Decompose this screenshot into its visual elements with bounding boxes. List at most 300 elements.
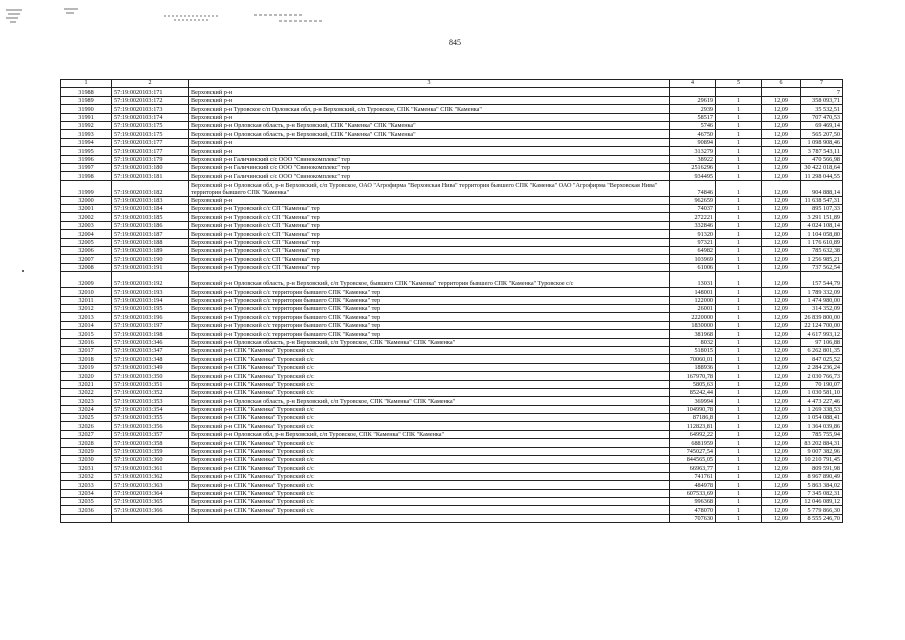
table-row <box>61 506 843 514</box>
row-number-cell: 32032 <box>61 472 112 480</box>
value-cell: 1 789 332,09 <box>801 288 843 296</box>
table-row <box>61 313 843 321</box>
cadastral-number-cell: 57:19:0020103:363 <box>112 481 189 489</box>
address-cell: Верховский р-н СПК "Каменка" Туровский с/с <box>189 372 670 380</box>
table-row <box>61 304 843 312</box>
rate-cell: 12,09 <box>762 130 801 138</box>
rate-cell: 12,09 <box>762 489 801 497</box>
value-cell: 6 262 801,35 <box>801 346 843 354</box>
row-number-cell: 32028 <box>61 439 112 447</box>
cadastral-number-cell <box>112 514 189 522</box>
cadastral-number-cell: 57:19:0020103:193 <box>112 288 189 296</box>
address-cell: Верховский р-н СПК "Каменка" Туровский с/с <box>189 506 670 514</box>
rate-cell: 12,09 <box>762 363 801 371</box>
value-cell: 4 617 993,12 <box>801 330 843 338</box>
cadastral-number-cell: 57:19:0020103:179 <box>112 155 189 163</box>
area-cell: 97321 <box>670 238 716 246</box>
value-cell: 1 104 058,80 <box>801 230 843 238</box>
quantity-cell: 1 <box>716 255 762 263</box>
address-cell: Верховский р-н Туровский с/с СП "Каменка" тер <box>189 221 670 229</box>
area-cell: 58517 <box>670 113 716 121</box>
rate-cell: 12,09 <box>762 321 801 329</box>
row-number-cell: 32022 <box>61 388 112 396</box>
row-number-cell: 32035 <box>61 497 112 505</box>
address-cell <box>189 514 670 522</box>
address-cell: Верховский р-н Туровский с/с СП "Каменка" тер <box>189 238 670 246</box>
rate-cell: 12,09 <box>762 105 801 113</box>
address-cell: Верховский р-н СПК "Каменка" Туровский с/с <box>189 456 670 464</box>
address-cell: Верховский р-н СПК "Каменка" Туровский с/с <box>189 481 670 489</box>
value-cell: 1 098 908,46 <box>801 138 843 146</box>
row-number-cell: 32013 <box>61 313 112 321</box>
table-row <box>61 355 843 363</box>
cadastral-number-cell: 57:19:0020103:366 <box>112 506 189 514</box>
page-number: 845 <box>449 38 461 47</box>
rate-cell: 12,09 <box>762 464 801 472</box>
table-row <box>61 346 843 354</box>
row-number-cell: 32025 <box>61 414 112 422</box>
value-cell: 7 345 082,31 <box>801 489 843 497</box>
row-number-cell: 32017 <box>61 346 112 354</box>
area-cell: 6881959 <box>670 439 716 447</box>
row-number-cell: 32021 <box>61 380 112 388</box>
address-cell: Верховский р-н Орловская область, р-н Верховский, с/п Туровское, СПК "Каменка" СПК "Каменка" <box>189 397 670 405</box>
cadastral-number-cell: 57:19:0020103:175 <box>112 121 189 129</box>
value-cell: 9 007 382,96 <box>801 447 843 455</box>
rate-cell: 12,09 <box>762 506 801 514</box>
table-row <box>61 130 843 138</box>
value-cell: 4 473 227,46 <box>801 397 843 405</box>
header-cell-3: 3 <box>189 80 670 88</box>
rate-cell: 12,09 <box>762 447 801 455</box>
address-cell: Верховский р-н <box>189 113 670 121</box>
address-cell: Верховский р-н Орловская область, р-н Верховский, СПК "Каменка" СПК "Каменка" <box>189 121 670 129</box>
quantity-cell: 1 <box>716 497 762 505</box>
rate-cell: 12,09 <box>762 355 801 363</box>
area-cell: 122000 <box>670 296 716 304</box>
table-row <box>61 414 843 422</box>
quantity-cell: 1 <box>716 213 762 221</box>
quantity-cell: 1 <box>716 205 762 213</box>
rate-cell: 12,09 <box>762 296 801 304</box>
cadastral-number-cell: 57:19:0020103:175 <box>112 130 189 138</box>
area-cell: 2939 <box>670 105 716 113</box>
row-number-cell: 32004 <box>61 230 112 238</box>
address-cell: Верховский р-н СПК "Каменка" Туровский с/с <box>189 414 670 422</box>
address-cell: Верховский р-н <box>189 96 670 104</box>
table-row <box>61 221 843 229</box>
address-cell: Верховский р-н СПК "Каменка" Туровский с/с <box>189 489 670 497</box>
quantity-cell: 1 <box>716 221 762 229</box>
rate-cell: 12,09 <box>762 288 801 296</box>
table-row <box>61 238 843 246</box>
value-cell: 895 107,33 <box>801 205 843 213</box>
value-cell: 4 024 108,14 <box>801 221 843 229</box>
table-row <box>61 321 843 329</box>
area-cell: 518015 <box>670 346 716 354</box>
cadastral-number-cell: 57:19:0020103:349 <box>112 363 189 371</box>
header-cell-2: 2 <box>112 80 189 88</box>
rate-cell: 12,09 <box>762 439 801 447</box>
value-cell: 1 364 039,86 <box>801 422 843 430</box>
row-number-cell: 32001 <box>61 205 112 213</box>
row-number-cell: 32024 <box>61 405 112 413</box>
value-cell: 3 787 543,11 <box>801 147 843 155</box>
rate-cell: 12,09 <box>762 263 801 271</box>
row-number-cell: 32018 <box>61 355 112 363</box>
value-cell: 1 054 088,41 <box>801 414 843 422</box>
row-number-cell: 32030 <box>61 456 112 464</box>
value-cell: 737 562,54 <box>801 263 843 271</box>
area-cell: 369994 <box>670 397 716 405</box>
cadastral-number-cell: 57:19:0020103:177 <box>112 138 189 146</box>
area-cell: 5746 <box>670 121 716 129</box>
rate-cell: 12,09 <box>762 272 801 288</box>
table-row <box>61 88 843 96</box>
table-row <box>61 363 843 371</box>
area-cell: 90894 <box>670 138 716 146</box>
address-cell: Верховский р-н Туровское с/п Орловская обл, р-н Верховский, с/п Туровское, СПК "Каменка" СПК "Каменка" <box>189 105 670 113</box>
area-cell: 8032 <box>670 338 716 346</box>
area-cell: 745027,54 <box>670 447 716 455</box>
area-cell: 74846 <box>670 180 716 196</box>
cadastral-number-cell: 57:19:0020103:177 <box>112 147 189 155</box>
quantity-cell: 1 <box>716 138 762 146</box>
cadastral-number-cell: 57:19:0020103:355 <box>112 414 189 422</box>
row-number-cell <box>61 514 112 522</box>
quantity-cell: 1 <box>716 363 762 371</box>
header-cell-7: 7 <box>801 80 843 88</box>
area-cell: 85242,44 <box>670 388 716 396</box>
value-cell: 1 474 980,00 <box>801 296 843 304</box>
table-row <box>61 481 843 489</box>
address-cell: Верховский р-н СПК "Каменка" Туровский с/с <box>189 497 670 505</box>
cadastral-number-cell: 57:19:0020103:183 <box>112 196 189 204</box>
table-row <box>61 205 843 213</box>
header-cell-5: 5 <box>716 80 762 88</box>
scan-artifact-marks <box>4 6 364 28</box>
value-cell: 5 863 384,02 <box>801 481 843 489</box>
cadastral-number-cell: 57:19:0020103:186 <box>112 221 189 229</box>
quantity-cell: 1 <box>716 238 762 246</box>
table-row <box>61 447 843 455</box>
address-cell: Верховский р-н СПК "Каменка" Туровский с/с <box>189 363 670 371</box>
address-cell: Верховский р-н Галичинский с/с ООО "Свинокомплекс" тер <box>189 155 670 163</box>
area-cell: 46750 <box>670 130 716 138</box>
area-cell: 996368 <box>670 497 716 505</box>
row-number-cell: 32008 <box>61 263 112 271</box>
row-number-cell: 32006 <box>61 247 112 255</box>
header-cell-6: 6 <box>762 80 801 88</box>
rate-cell: 12,09 <box>762 113 801 121</box>
table-row <box>61 163 843 171</box>
rate-cell: 12,09 <box>762 338 801 346</box>
cadastral-number-cell: 57:19:0020103:191 <box>112 263 189 271</box>
quantity-cell: 1 <box>716 247 762 255</box>
cadastral-number-cell: 57:19:0020103:190 <box>112 255 189 263</box>
area-cell: 2516296 <box>670 163 716 171</box>
quantity-cell: 1 <box>716 472 762 480</box>
table-row <box>61 497 843 505</box>
address-cell: Верховский р-н Туровский с/с территория бывшего СПК "Каменка" тер <box>189 296 670 304</box>
address-cell: Верховский р-н <box>189 88 670 96</box>
header-row <box>61 80 843 88</box>
row-number-cell: 32034 <box>61 489 112 497</box>
cadastral-number-cell: 57:19:0020103:181 <box>112 172 189 180</box>
cadastral-number-cell: 57:19:0020103:361 <box>112 464 189 472</box>
rate-cell: 12,09 <box>762 121 801 129</box>
area-cell: 87186,8 <box>670 414 716 422</box>
value-cell: 12 046 089,12 <box>801 497 843 505</box>
value-cell: 809 591,98 <box>801 464 843 472</box>
row-number-cell: 32009 <box>61 272 112 288</box>
address-cell: Верховский р-н Туровский с/с СП "Каменка" тер <box>189 255 670 263</box>
value-cell: 1 269 338,53 <box>801 405 843 413</box>
value-cell: 707 470,53 <box>801 113 843 121</box>
row-number-cell: 31993 <box>61 130 112 138</box>
area-cell: 844565,05 <box>670 456 716 464</box>
row-number-cell: 32010 <box>61 288 112 296</box>
row-number-cell: 31997 <box>61 163 112 171</box>
area-cell: 38922 <box>670 155 716 163</box>
quantity-cell: 1 <box>716 506 762 514</box>
area-cell: 484978 <box>670 481 716 489</box>
rate-cell: 12,09 <box>762 205 801 213</box>
value-cell: 10 210 791,45 <box>801 456 843 464</box>
address-cell: Верховский р-н Орловская обл, р-н Верховский, с/п Туровское, СПК "Каменка" СПК "Каменка" <box>189 430 670 438</box>
value-cell: 5 779 866,30 <box>801 506 843 514</box>
address-cell: Верховский р-н Туровский с/с СП "Каменка" тер <box>189 263 670 271</box>
row-number-cell: 32033 <box>61 481 112 489</box>
value-cell: 70 190,07 <box>801 380 843 388</box>
address-cell: Верховский р-н СПК "Каменка" Туровский с/с <box>189 464 670 472</box>
quantity-cell: 1 <box>716 163 762 171</box>
address-cell: Верховский р-н СПК "Каменка" Туровский с/с <box>189 388 670 396</box>
area-cell: 148001 <box>670 288 716 296</box>
rate-cell: 12,09 <box>762 346 801 354</box>
quantity-cell: 1 <box>716 447 762 455</box>
rate-cell: 12,09 <box>762 514 801 522</box>
value-cell: 11 638 547,31 <box>801 196 843 204</box>
value-cell: 3 291 151,89 <box>801 213 843 221</box>
quantity-cell: 1 <box>716 272 762 288</box>
table-row <box>61 296 843 304</box>
table-row <box>61 155 843 163</box>
rate-cell: 12,09 <box>762 372 801 380</box>
area-cell: 607533,69 <box>670 489 716 497</box>
quantity-cell: 1 <box>716 414 762 422</box>
quantity-cell: 1 <box>716 230 762 238</box>
quantity-cell: 1 <box>716 405 762 413</box>
row-number-cell: 31989 <box>61 96 112 104</box>
cadastral-number-cell: 57:19:0020103:197 <box>112 321 189 329</box>
area-cell <box>670 88 716 96</box>
area-cell: 64982 <box>670 247 716 255</box>
value-cell: 11 298 044,55 <box>801 172 843 180</box>
cadastral-number-cell: 57:19:0020103:171 <box>112 88 189 96</box>
area-cell: 167970,78 <box>670 372 716 380</box>
row-number-cell: 32015 <box>61 330 112 338</box>
value-cell: 358 093,71 <box>801 96 843 104</box>
row-number-cell: 32014 <box>61 321 112 329</box>
row-number-cell: 31995 <box>61 147 112 155</box>
cadastral-number-cell: 57:19:0020103:346 <box>112 338 189 346</box>
table-row <box>61 288 843 296</box>
rate-cell: 12,09 <box>762 255 801 263</box>
address-cell: Верховский р-н Туровский с/с СП "Каменка" тер <box>189 213 670 221</box>
area-cell: 478070 <box>670 506 716 514</box>
quantity-cell: 1 <box>716 380 762 388</box>
table-row <box>61 196 843 204</box>
quantity-cell: 1 <box>716 430 762 438</box>
quantity-cell: 1 <box>716 296 762 304</box>
table-row <box>61 247 843 255</box>
cadastral-number-cell: 57:19:0020103:182 <box>112 180 189 196</box>
value-cell: 69 469,14 <box>801 121 843 129</box>
area-cell: 66963,77 <box>670 464 716 472</box>
cadastral-number-cell: 57:19:0020103:359 <box>112 447 189 455</box>
address-cell: Верховский р-н <box>189 138 670 146</box>
address-cell: Верховский р-н Орловская область, р-н Верховский, с/п Туровское, бывшего СПК "Каменка" территория бывшего СПК "Каменка" Туровское с/с <box>189 272 670 288</box>
area-cell: 104990,78 <box>670 405 716 413</box>
rate-cell: 12,09 <box>762 213 801 221</box>
cadastral-number-cell: 57:19:0020103:348 <box>112 355 189 363</box>
cadastral-number-cell: 57:19:0020103:351 <box>112 380 189 388</box>
quantity-cell: 1 <box>716 338 762 346</box>
table-row <box>61 472 843 480</box>
quantity-cell: 1 <box>716 321 762 329</box>
quantity-cell: 1 <box>716 456 762 464</box>
scan-dot <box>22 270 24 272</box>
table-row <box>61 514 843 522</box>
value-cell: 847 025,52 <box>801 355 843 363</box>
table-row <box>61 430 843 438</box>
quantity-cell: 1 <box>716 372 762 380</box>
address-cell: Верховский р-н СПК "Каменка" Туровский с/с <box>189 472 670 480</box>
area-cell: 1830000 <box>670 321 716 329</box>
cadastral-number-cell: 57:19:0020103:353 <box>112 397 189 405</box>
area-cell: 313279 <box>670 147 716 155</box>
cadastral-number-cell: 57:19:0020103:188 <box>112 238 189 246</box>
quantity-cell: 1 <box>716 422 762 430</box>
rate-cell: 12,09 <box>762 397 801 405</box>
value-cell: 8 555 246,70 <box>801 514 843 522</box>
value-cell: 785 632,38 <box>801 247 843 255</box>
row-number-cell: 32031 <box>61 464 112 472</box>
row-number-cell: 31999 <box>61 180 112 196</box>
row-number-cell: 32002 <box>61 213 112 221</box>
rate-cell <box>762 88 801 96</box>
rate-cell: 12,09 <box>762 380 801 388</box>
row-number-cell: 32027 <box>61 430 112 438</box>
table-row <box>61 489 843 497</box>
value-cell: 7 <box>801 88 843 96</box>
row-number-cell: 32036 <box>61 506 112 514</box>
cadastral-number-cell: 57:19:0020103:352 <box>112 388 189 396</box>
value-cell: 83 202 884,31 <box>801 439 843 447</box>
value-cell: 30 422 018,64 <box>801 163 843 171</box>
quantity-cell: 1 <box>716 147 762 155</box>
quantity-cell: 1 <box>716 346 762 354</box>
quantity-cell: 1 <box>716 288 762 296</box>
address-cell: Верховский р-н Орловская область, р-н Верховский, с/п Туровское, СПК "Каменка" СПК "Каменка" <box>189 338 670 346</box>
area-cell: 934495 <box>670 172 716 180</box>
table-row <box>61 147 843 155</box>
area-cell: 61006 <box>670 263 716 271</box>
row-number-cell: 32026 <box>61 422 112 430</box>
area-cell: 29619 <box>670 96 716 104</box>
cadastral-number-cell: 57:19:0020103:347 <box>112 346 189 354</box>
rate-cell: 12,09 <box>762 481 801 489</box>
area-cell: 70060,01 <box>670 355 716 363</box>
cadastral-number-cell: 57:19:0020103:185 <box>112 213 189 221</box>
table-row <box>61 230 843 238</box>
address-cell: Верховский р-н <box>189 196 670 204</box>
table-row <box>61 180 843 196</box>
value-cell: 1 030 581,10 <box>801 388 843 396</box>
quantity-cell: 1 <box>716 96 762 104</box>
row-number-cell: 32023 <box>61 397 112 405</box>
area-cell: 741761 <box>670 472 716 480</box>
area-cell: 91320 <box>670 230 716 238</box>
rate-cell: 12,09 <box>762 313 801 321</box>
address-cell: Верховский р-н Туровский с/с СП "Каменка" тер <box>189 247 670 255</box>
area-cell: 272221 <box>670 213 716 221</box>
row-number-cell: 31994 <box>61 138 112 146</box>
address-cell: Верховский р-н Галичинский с/с ООО "Свинокомплекс" тер <box>189 163 670 171</box>
quantity-cell: 1 <box>716 464 762 472</box>
header-cell-1: 1 <box>61 80 112 88</box>
table-row <box>61 380 843 388</box>
value-cell: 1 176 610,89 <box>801 238 843 246</box>
row-number-cell: 32003 <box>61 221 112 229</box>
value-cell: 2 284 236,24 <box>801 363 843 371</box>
quantity-cell: 1 <box>716 397 762 405</box>
address-cell: Верховский р-н СПК "Каменка" Туровский с/с <box>189 422 670 430</box>
value-cell: 785 755,94 <box>801 430 843 438</box>
rate-cell: 12,09 <box>762 247 801 255</box>
row-number-cell: 32019 <box>61 363 112 371</box>
quantity-cell: 1 <box>716 355 762 363</box>
table-row <box>61 397 843 405</box>
cadastral-number-cell: 57:19:0020103:187 <box>112 230 189 238</box>
table-row <box>61 330 843 338</box>
rate-cell: 12,09 <box>762 422 801 430</box>
area-cell: 103969 <box>670 255 716 263</box>
address-cell: Верховский р-н Туровский с/с территория бывшего СПК "Каменка" тер <box>189 313 670 321</box>
address-cell: Верховский р-н Туровский с/с СП "Каменка" тер <box>189 230 670 238</box>
cadastral-number-cell: 57:19:0020103:189 <box>112 247 189 255</box>
value-cell: 22 124 700,00 <box>801 321 843 329</box>
value-cell: 1 256 985,21 <box>801 255 843 263</box>
area-cell: 64992,22 <box>670 430 716 438</box>
rate-cell: 12,09 <box>762 330 801 338</box>
rate-cell: 12,09 <box>762 238 801 246</box>
rate-cell: 12,09 <box>762 155 801 163</box>
address-cell: Верховский р-н Орловская область, р-н Верховский, СПК "Каменка" СПК "Каменка" <box>189 130 670 138</box>
cadastral-number-cell: 57:19:0020103:362 <box>112 472 189 480</box>
address-cell: Верховский р-н Орловская обл, р-н Верховский, с/п Туровское, ОАО "Агрофирма "Верховская Нива" территория бывшего СПК "Каменка" ОАО "Агрофирма "Верховская Нива" территория бывшего СПК "Каменка" <box>189 180 670 196</box>
row-number-cell: 31991 <box>61 113 112 121</box>
row-number-cell: 32007 <box>61 255 112 263</box>
rate-cell: 12,09 <box>762 430 801 438</box>
quantity-cell: 1 <box>716 105 762 113</box>
quantity-cell: 1 <box>716 481 762 489</box>
value-cell: 314 352,09 <box>801 304 843 312</box>
address-cell: Верховский р-н СПК "Каменка" Туровский с/с <box>189 380 670 388</box>
cadastral-number-cell: 57:19:0020103:364 <box>112 489 189 497</box>
value-cell: 470 566,98 <box>801 155 843 163</box>
